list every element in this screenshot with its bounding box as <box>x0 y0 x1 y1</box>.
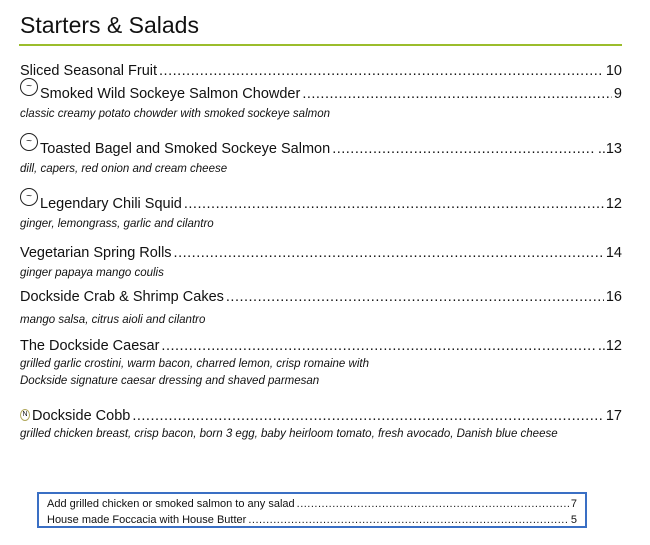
item-price: 16 <box>605 289 622 305</box>
menu-item <box>20 338 622 390</box>
item-name: Dockside Crab & Shrimp Cakes <box>20 289 224 305</box>
menu-item <box>20 136 622 178</box>
item-name: The Dockside Caesar <box>20 338 160 354</box>
description-line: grilled garlic crostini, warm bacon, charred lemon, crisp romaine with <box>20 358 369 370</box>
item-name: Legendary Chili Squid <box>40 196 182 212</box>
item-price: 10 <box>605 63 622 79</box>
item-description: grilled chicken breast, crisp bacon, born 3 egg, baby heirloom tomato, fresh avocado, Danish blue cheese <box>20 428 558 440</box>
ocean-wise-icon: N <box>20 409 30 421</box>
title-divider <box>19 44 622 46</box>
addon-price: 7 <box>570 498 577 510</box>
item-description <box>20 356 622 390</box>
addons-box <box>37 492 587 528</box>
addon-row <box>47 496 577 512</box>
item-description: ginger, lemongrass, garlic and cilantro <box>20 218 214 230</box>
section-title: Starters & Salads <box>20 12 199 38</box>
item-description: ginger papaya mango coulis <box>20 267 164 279</box>
item-description: mango salsa, citrus aioli and cilantro <box>20 314 206 326</box>
menu-item <box>20 191 622 233</box>
salmon-icon: ~ <box>20 78 38 96</box>
item-name: Sliced Seasonal Fruit <box>20 63 158 79</box>
item-price: ..13 <box>597 141 622 157</box>
item-description: dill, capers, red onion and cream cheese <box>20 163 228 175</box>
menu-item <box>20 289 622 329</box>
item-name: Dockside Cobb <box>32 408 131 424</box>
addon-name: House made Foccacia with House Butter <box>47 514 247 526</box>
item-price: 12 <box>605 196 622 212</box>
item-price: 14 <box>605 245 622 261</box>
menu-item <box>20 245 622 282</box>
item-price: 9 <box>613 86 622 102</box>
item-description: classic creamy potato chowder with smoked sockeye salmon <box>20 108 330 120</box>
addon-row <box>47 512 577 528</box>
item-name: Vegetarian Spring Rolls <box>20 245 172 261</box>
addon-name: Add grilled chicken or smoked salmon to any salad <box>47 498 295 510</box>
item-price: ..12 <box>597 338 622 354</box>
addon-price: 5 <box>570 514 577 526</box>
description-line: Dockside signature caesar dressing and shaved parmesan <box>20 375 320 387</box>
item-name: Toasted Bagel and Smoked Sockeye Salmon <box>40 141 331 157</box>
item-name: Smoked Wild Sockeye Salmon Chowder <box>40 86 301 102</box>
menu-item <box>20 408 622 443</box>
menu-item <box>20 81 622 123</box>
salmon-icon: ~ <box>20 188 38 206</box>
item-price: 17 <box>605 408 622 424</box>
menu-item <box>20 63 622 79</box>
salmon-icon: ~ <box>20 133 38 151</box>
